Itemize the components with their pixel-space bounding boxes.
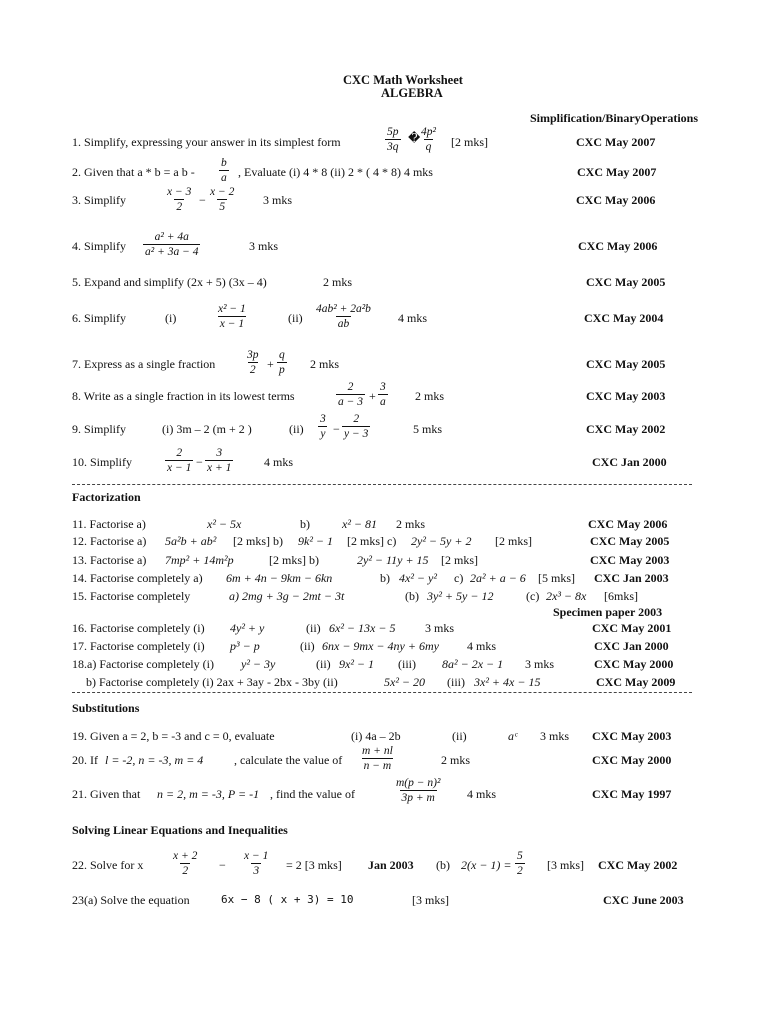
expr-22b: 2(x − 1) = [461,858,512,872]
marks-3: 3 mks [263,193,293,207]
fraction-22b: $\frac{x - 1}{3}$ [244,850,269,878]
question-10: 10. Simplify [72,455,133,469]
question-16: 16. Factorise completely (i) [72,621,205,635]
section-heading-substitutions: Substitutions [72,701,140,715]
expr-17b: 6nx − 9mx − 4ny + 6my [322,639,439,653]
operator-10: − [196,455,203,469]
marks-1: [2 mks] [451,135,488,149]
question-7: 7. Express as a single fraction [72,357,216,371]
source-9: CXC May 2002 [586,422,666,436]
marks-4: 3 mks [249,239,279,253]
part-6i: (i) [165,311,177,325]
expr-11a: x² − 5x [207,517,242,531]
question-21-rest: , find the value of [270,787,355,801]
source-12: CXC May 2005 [590,534,670,548]
section-heading-factorization: Factorization [72,490,141,504]
source-5: CXC May 2005 [586,275,666,289]
fraction-8b: $\frac{3}{a}$ [380,381,386,409]
marks-22: [3 mks] [547,858,584,872]
source-3: CXC May 2006 [576,193,656,207]
part-16ii: (ii) [306,621,321,635]
question-23: 23(a) Solve the equation [72,893,190,907]
fraction-6b: $\frac{\text{4ab² + 2a²b}}{ab}$ [316,303,371,331]
expr-18a-iii: 8a² − 2x − 1 [442,657,504,671]
equation-22-rhs: = 2 [3 mks] [286,858,342,872]
question-15: 15. Factorise completely [72,589,191,603]
section-heading-simplification: Simplification/BinaryOperations [530,111,699,125]
source-13: CXC May 2003 [590,553,670,567]
expr-16b: 6x² − 13x − 5 [329,621,396,635]
part-18a-iii: (iii) [398,657,416,671]
source-22: CXC May 2002 [598,858,678,872]
question-12: 12. Factorise a) [72,534,147,548]
expr-18a-ii: 9x² − 1 [339,657,375,671]
question-20-rest: , calculate the value of [234,753,343,767]
marks-14: [5 mks] [538,571,575,585]
part-14b: b) [380,571,390,585]
expr-15a: a) 2mg + 3g − 2mt − 3t [229,589,345,603]
expr-18a-i: y² − 3y [241,657,276,671]
expr-20-values: l = -2, n = -3, m = 4 [105,753,204,767]
question-3: 3. Simplify [72,193,127,207]
part-18b-iii: (iii) [447,675,465,689]
part-11b: b) [300,517,310,531]
part-19i: (i) 4a – 2b [351,729,401,743]
marks-13b: [2 mks] [441,553,478,567]
expr-13a: 7mp² + 14m²p [165,553,234,567]
question-20: 20. If [72,753,98,767]
source-16: CXC May 2001 [592,621,672,635]
expr-12a: 5a²b + ab² [165,534,217,548]
part-14c: c) [454,571,464,585]
marks-12a: [2 mks] b) [233,534,283,548]
section-divider [72,484,692,485]
part-22b: (b) [436,858,450,872]
source-14: CXC Jan 2003 [594,571,669,585]
source-2: CXC May 2007 [577,165,657,179]
expr-17a: p³ − p [230,639,260,653]
source-17: CXC Jan 2000 [594,639,669,653]
operator-22: − [219,858,226,872]
fraction-22c: $\frac{5}{2}$ [517,850,523,878]
part-6ii: (ii) [288,311,303,325]
question-18b: b) Factorise completely (i) 2ax + 3ay - 2bx - 3by (ii) [86,675,338,689]
expr-15c: 2x³ − 8x [546,589,587,603]
marks-16: 3 mks [425,621,455,635]
fraction-2: $\frac{b}{a}$ [221,157,227,185]
source-10: CXC Jan 2000 [592,455,667,469]
question-2-rest: , Evaluate (i) 4 * 8 (ii) 2 * ( 4 * 8) 4 mks [238,165,433,179]
question-4: 4. Simplify [72,239,127,253]
expr-13b: 2y² − 11y + 15 [357,553,429,567]
source-22a: Jan 2003 [368,858,414,872]
source-7: CXC May 2005 [586,357,666,371]
question-6: 6. Simplify [72,311,127,325]
fraction-9b: $\frac{2}{y - 3}$ [344,413,369,441]
source-21: CXC May 1997 [592,787,672,801]
question-19: 19. Given a = 2, b = -3 and c = 0, evaluate [72,729,275,743]
operator-9: − [333,422,340,436]
part-19ii: (ii) [452,729,467,743]
question-11: 11. Factorise a) [72,517,146,531]
marks-9: 5 mks [413,422,443,436]
fraction-6a: $\frac{\text{x² − 1}}{x - 1}$ [218,303,246,331]
marks-17: 4 mks [467,639,497,653]
marks-6: 4 mks [398,311,428,325]
question-22: 22. Solve for x [72,858,144,872]
fraction-10a: $\frac{2}{x - 1}$ [167,447,192,475]
fraction-1b: $\frac{\text{4p²}}{q}$ [421,126,436,154]
marks-12b: [2 mks] c) [347,534,397,548]
part-17ii: (ii) [300,639,315,653]
fraction-3b: $\frac{x - 2}{5}$ [210,186,235,214]
expr-23: 6x − 8 ( x + 3) = 10 [221,893,354,906]
operator-symbol: � [408,131,421,145]
expr-14a: 6m + 4n − 9km − 6kn [226,571,333,585]
section-heading-linear: Solving Linear Equations and Inequalities [72,823,288,837]
fraction-9a: $\frac{3}{y}$ [320,413,326,441]
marks-18a: 3 mks [525,657,555,671]
expr-21-values: n = 2, m = -3, P = -1 [157,787,260,801]
marks-20: 2 mks [441,753,471,767]
question-17: 17. Factorise completely (i) [72,639,205,653]
expr-18b-iii: 3x² + 4x − 15 [474,675,541,689]
operator-7: + [267,357,274,371]
fraction-3a: $\frac{x - 3}{2}$ [167,186,192,214]
question-1: 1. Simplify, expressing your answer in its simplest form [72,135,341,149]
marks-12c: [2 mks] [495,534,532,548]
source-6: CXC May 2004 [584,311,664,325]
fraction-1a: $\frac{5p}{3q}$ [387,126,399,154]
operator-3: − [199,193,206,207]
source-18a: CXC May 2000 [594,657,674,671]
question-9: 9. Simplify [72,422,127,436]
part-15c: (c) [526,589,540,603]
fraction-4: $\frac{\text{a² + 4a}}{\text{a² + 3a − 4}}$ [145,231,199,259]
fraction-21: $\frac{\text{m(p − n)²}}{3p + m}$ [396,777,441,805]
source-19: CXC May 2003 [592,729,672,743]
marks-5: 2 mks [323,275,353,289]
marks-13a: [2 mks] b) [269,553,319,567]
expr-12c: 2y² − 5y + 2 [411,534,472,548]
expr-11b: x² − 81 [342,517,378,531]
marks-10: 4 mks [264,455,294,469]
part-9ii: (ii) [289,422,304,436]
marks-7: 2 mks [310,357,340,371]
worksheet-subtitle: ALGEBRA [381,86,443,100]
expr-15b: 3y² + 5y − 12 [427,589,494,603]
operator-8: + [369,389,376,403]
question-2: 2. Given that a * b = a b - [72,165,195,179]
part-15b: (b) [405,589,419,603]
expr-14b: 4x² − y² [399,571,437,585]
source-20: CXC May 2000 [592,753,672,767]
marks-19: 3 mks [540,729,570,743]
source-4: CXC May 2006 [578,239,658,253]
fraction-10b: $\frac{3}{x + 1}$ [207,447,232,475]
marks-11: 2 mks [396,517,426,531]
question-18a: 18.a) Factorise completely (i) [72,657,214,671]
question-5: 5. Expand and simplify (2x + 5) (3x – 4) [72,275,267,289]
fraction-20: $\frac{m + nl}{n - m}$ [362,745,393,773]
marks-15: [6mks] [604,589,638,603]
expr-16a: 4y² + y [230,621,265,635]
question-14: 14. Factorise completely a) [72,571,203,585]
question-13: 13. Factorise a) [72,553,147,567]
source-15: Specimen paper 2003 [553,605,663,619]
source-1: CXC May 2007 [576,135,656,149]
expr-12b: 9k² − 1 [298,534,334,548]
source-23: CXC June 2003 [603,893,684,907]
expr-14c: 2a² + a − 6 [470,571,526,585]
part-9i: (i) 3m – 2 (m + 2 ) [162,422,252,436]
fraction-22a: $\frac{x + 2}{2}$ [173,850,198,878]
source-11: CXC May 2006 [588,517,668,531]
fraction-8a: $\frac{2}{a - 3}$ [338,381,364,409]
worksheet-title: CXC Math Worksheet [343,73,463,87]
question-8: 8. Write as a single fraction in its lowest terms [72,389,295,403]
section-divider [72,692,692,693]
fraction-7b: $\frac{q}{p}$ [279,349,285,377]
part-18a-ii: (ii) [316,657,331,671]
marks-8: 2 mks [415,389,445,403]
marks-23: [3 mks] [412,893,449,907]
expr-19ii: aᶜ [508,729,518,743]
expr-18b-ii: 5x² − 20 [384,675,426,689]
fraction-7a: $\frac{3p}{2}$ [247,349,259,377]
source-8: CXC May 2003 [586,389,666,403]
question-21: 21. Given that [72,787,141,801]
marks-21: 4 mks [467,787,497,801]
source-18b: CXC May 2009 [596,675,676,689]
